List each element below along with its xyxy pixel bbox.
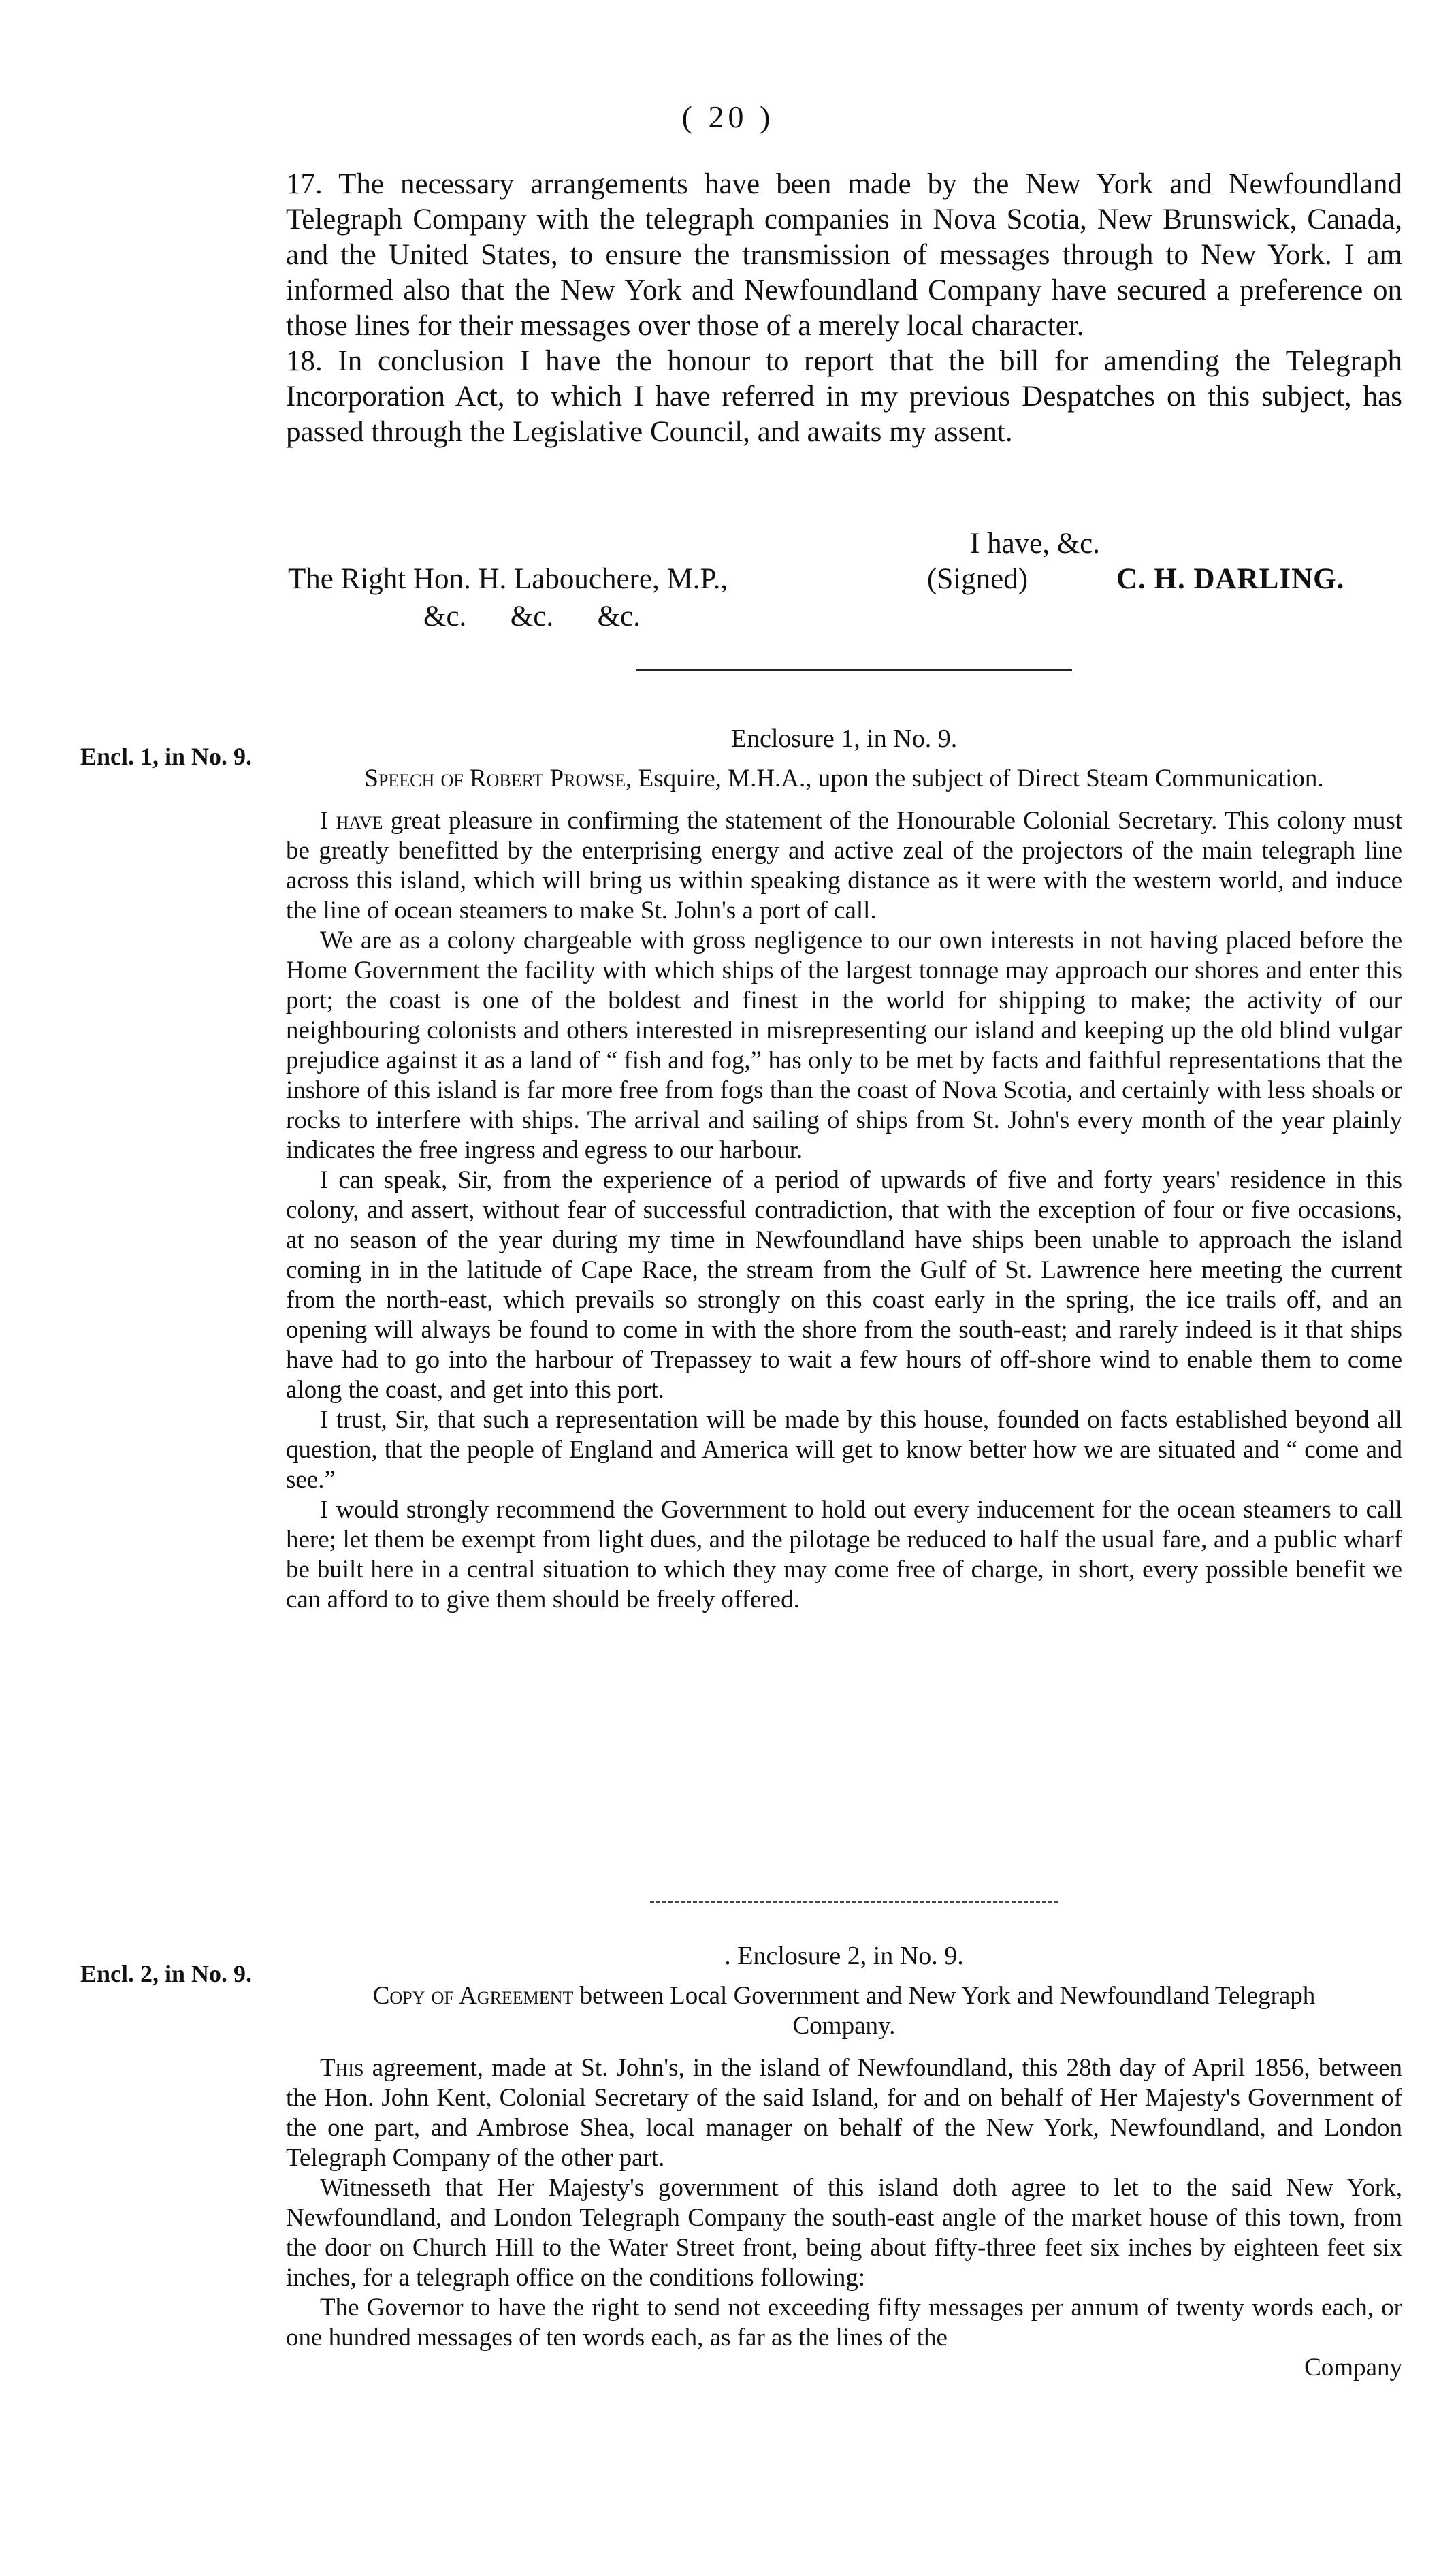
enclosure-2-subtitle-rest: between Local Government and New York and Newfoundland Telegraph Company. xyxy=(573,1982,1316,2040)
speech-paragraph-3: I can speak, Sir, from the experience of a period of upwards of five and forty years' residence in this colony, and assert, without fear of successful contradiction, that with the exception of four or five occasions, at no season of the year during my time in Newfoundland have ships been unable to approach the island coming in in the latitude of Cape Race, the stream from the Gulf of St. Lawrence here meeting the current from the north-east, which prevails so strongly on this coast early in the spring, the ice trails off, and an opening will always be found to come in with the shore from the south-east; and rarely indeed is it that ships have had to go into the harbour of Trepassey to wait a few hours of off-shore wind to enable them to come along the coast, and get into this port. xyxy=(286,1166,1402,1404)
enclosure-1-subtitle-smallcaps: Speech of Robert Prowse, xyxy=(364,765,632,792)
section-divider xyxy=(636,669,1072,671)
paragraph-18: 18. In conclusion I have the honour to report that the bill for amending the Telegraph Incorporation Act, to which I have referred in my previous Despatches on this subject, has passed through the Legislative Council, and awaits my assent. xyxy=(286,345,1402,448)
speech-paragraph-1-text: great pleasure in confirming the statement of the Honourable Colonial Secretary. This colony must be greatly benefitted by the enterprising energy and active zeal of the projectors of the main telegraph line across this island, which will bring us within speaking distance as it were with the western world, and induce the line of ocean steamers to make St. John's a port of call. xyxy=(286,807,1402,925)
enclosure-1-subtitle-rest: Esquire, M.H.A., upon the subject of Direct Steam Communication. xyxy=(632,765,1324,792)
agreement-paragraph-2: Witnesseth that Her Majesty's government of this island doth agree to let to the said New York, Newfoundland, and London Telegraph Company the south-east angle of the market house of this town, from the door on Church Hill to the Water Street front, being about fifty-three feet six inches by eighteen feet six inches, for a telegraph office on the conditions following: xyxy=(286,2174,1402,2292)
signed-label: (Signed) xyxy=(927,563,1029,595)
speech-paragraph-1 xyxy=(286,806,1402,926)
section-divider-2 xyxy=(650,1901,1058,1903)
paragraph-17: 17. The necessary arrangements have been made by the New York and Newfoundland Telegraph Company with the telegraph companies in Nova Scotia, New Brunswick, Canada, and the United States, to ensure the transmission of messages through to New York. I am informed also that the New York and Newfoundland Company have secured a preference on those lines for their messages over those of a merely local character. xyxy=(286,168,1402,342)
closing-formula: I have, &c. xyxy=(970,528,1101,560)
speech-paragraph-4: I trust, Sir, that such a representation will be made by this house, founded on facts established beyond all question, that the people of England and America will get to know better how we are situated and “ come and see.” xyxy=(286,1406,1402,1494)
enclosure-2-margin-label: Encl. 2, in No. 9. xyxy=(80,1960,253,1987)
agreement-paragraph-3: The Governor to have the right to send not exceeding fifty messages per annum of twenty words each, or one hundred messages of ten words each, as far as the lines of the xyxy=(286,2294,1402,2352)
enclosure-2-subtitle xyxy=(286,1981,1402,2041)
agreement-first-word: This xyxy=(320,2054,364,2082)
speech-first-words: I have xyxy=(320,807,383,835)
agreement-paragraph-1-text: agreement, made at St. John's, in the island of Newfoundland, this 28th day of April 1856, between the Hon. John Kent, Colonial Secretary of the said Island, for and on behalf of Her Majesty's Government of the one part, and Ambrose Shea, local manager on behalf of the New York, Newfoundland, and London Telegraph Company of the other part. xyxy=(286,2054,1402,2172)
enclosure-1-subtitle xyxy=(286,764,1402,794)
despatch-body xyxy=(286,167,1402,450)
enclosure-1-margin-label: Encl. 1, in No. 9. xyxy=(80,743,253,770)
speech-paragraph-2: We are as a colony chargeable with gross negligence to our own interests in not having placed before the Home Government the facility with which ships of the largest tonnage may approach our shores and enter this port; the coast is one of the boldest and finest in the world for shipping to make; the activity of our neighbouring colonists and others interested in misrepresenting our island and keeping up the old blind vulgar prejudice against it as a land of “ fish and fog,” has only to be met by facts and faithful representations that the inshore of this island is far more free from fogs than the coast of Nova Scotia, and certainly with less shoals or rocks to interfere with ships. The arrival and sailing of ships from St. John's every month of the year plainly indicates the free ingress and egress to our harbour. xyxy=(286,927,1402,1164)
enclosure-1 xyxy=(286,723,1402,1615)
signature: C. H. DARLING. xyxy=(1116,563,1345,595)
addressee: The Right Hon. H. Labouchere, M.P., xyxy=(288,563,728,595)
enclosure-2-subtitle-smallcaps: Copy of Agreement xyxy=(372,1982,574,2010)
enclosure-1-title: Enclosure 1, in No. 9. xyxy=(730,724,958,753)
addressee-etc: &c. &c. &c. xyxy=(423,600,641,632)
catchword: Company xyxy=(1304,2354,1402,2381)
page-number: ( 20 ) xyxy=(681,99,775,134)
agreement-paragraph-1 xyxy=(286,2053,1402,2173)
enclosure-2 xyxy=(286,1940,1402,2382)
enclosure-2-title: . Enclosure 2, in No. 9. xyxy=(724,1942,964,1970)
speech-paragraph-5: I would strongly recommend the Government to hold out every inducement for the ocean steamers to call here; let them be exempt from light dues, and the pilotage be reduced to half the usual fare, and a public wharf be built here in a central situation to which they may come free of charge, in short, every possible benefit we can afford to to give them should be freely offered. xyxy=(286,1496,1402,1614)
